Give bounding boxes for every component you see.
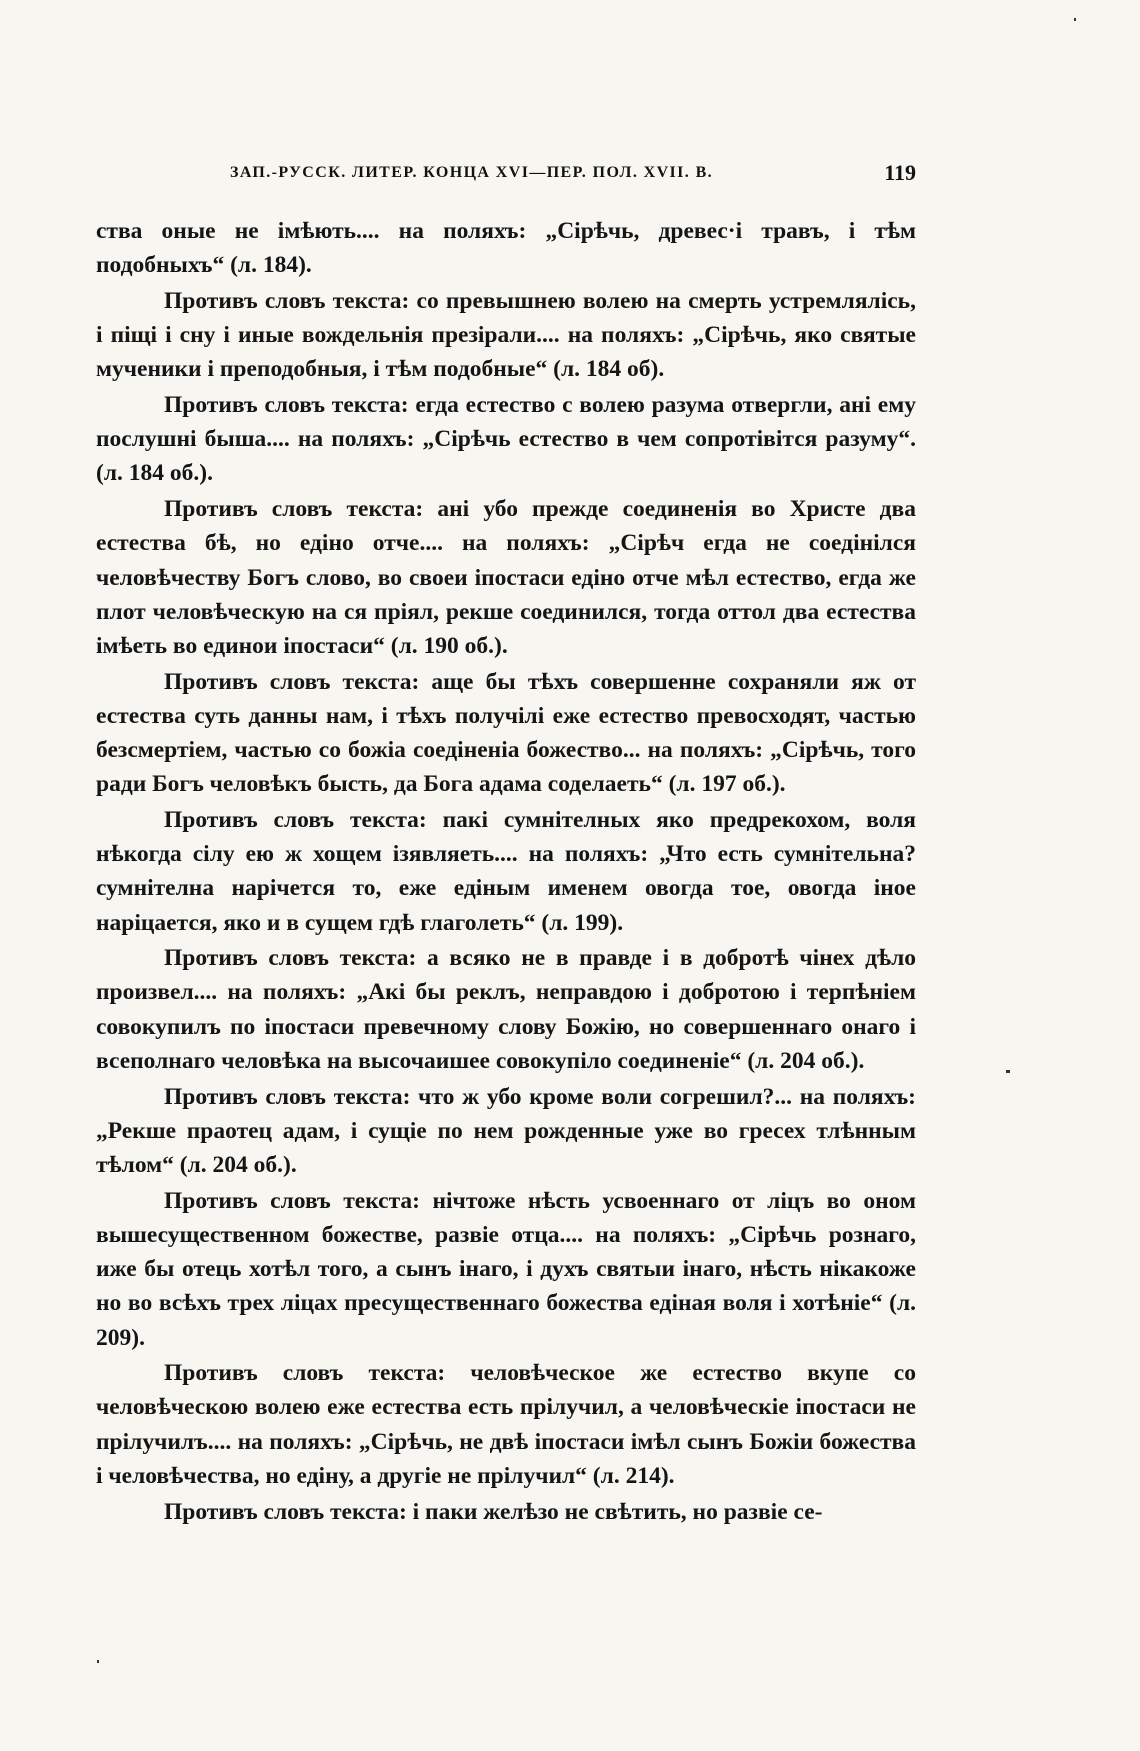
scan-speck [1074, 18, 1076, 21]
paragraph: Противъ словъ текста: пакі сумнітелных яко предрекохом, воля нѣкогда сілу ею ж хощем ізявляеть.... на поляхъ: „Что есть сумнітельна? сумнітелна нарічется то, еже едіным именем овогда тое, овогда іное наріцается, яко и в сущем гдѣ глаголеть“ (л. 199). [96, 806, 916, 936]
page-number: 119 [884, 160, 916, 185]
running-title: ЗАП.-РУССК. ЛИТЕР. КОНЦА XVI—ПЕР. ПОЛ. XVII. В. [230, 164, 714, 181]
scan-speck [97, 1660, 99, 1663]
paragraph: Противъ словъ текста: что ж убо кроме воли согрешил?... на поляхъ: „Рекше праотец адам, і сущіе по нем рожденные уже во гресех тлѣнным тѣлом“ (л. 204 об.). [96, 1083, 916, 1178]
paragraph: Противъ словъ текста: а всяко не в правде і в добротѣ чінех дѣло произвел.... на поляхъ: „Акі бы реклъ, неправдою і добротою і терпѣніем совокупилъ по іпостаси превечному слову Божію, но совершеннаго онаго і всеполнаго человѣка на высочаишее совокупіло соединеніе“ (л. 204 об.). [96, 945, 916, 1074]
paragraph: Противъ словъ текста: аще бы тѣхъ совершенне сохраняли яж от естества суть данны нам, і тѣхъ получілі еже естество превосходят, частью безсмертіем, частью со божіа соедіненіа божество... на поляхъ: „Сірѣчь, того ради Богъ человѣкъ бысть, да Бога адама соделаеть“ (л. 197 об.). [96, 668, 916, 798]
page-body [96, 214, 916, 1530]
scan-speck [1006, 1070, 1010, 1073]
paragraph: Противъ словъ текста: ані убо прежде соединенія во Христе два естества бѣ, но едіно отче.... на поляхъ: „Сірѣч егда не соедінілся человѣчеству Богъ слово, во своеи іпостаси едіно отче мѣл естество, егда же плот человѣческую на ся пріял, рекше соединился, тогда оттол два естества імѣеть во единои іпостаси“ (л. 190 об.). [96, 496, 916, 659]
page-header [96, 160, 916, 190]
paragraph: Противъ словъ текста: со превышнею волею на смерть устремлялісь, і піщі і сну і иные вождельнія презірали.... на поляхъ: „Сірѣчь, яко святые мученики і преподобныя, і тѣм подобные“ (л. 184 об). [96, 287, 916, 383]
paragraph: Противъ словъ текста: і паки желѣзо не свѣтить, но развіе се- [164, 1498, 823, 1525]
paragraph: Противъ словъ текста: егда естество с волею разума отвергли, ані ему послушні быша.... на поляхъ: „Сірѣчь естество в чем сопротівітся разуму“. (л. 184 об.). [96, 392, 916, 487]
paragraph: ства оные не імѣють.... на поляхъ: „Сірѣчь, древес·і травъ, і тѣм подобныхъ“ (л. 184). [96, 218, 916, 279]
paragraph: Противъ словъ текста: человѣческое же естество вкупе со человѣческою волею еже естества есть прілучил, а человѣческіе іпостаси не прілучилъ.... на поляхъ: „Сірѣчь, не двѣ іпостаси імѣл сынъ Божіи божества і человѣчества, но едіну, а другіе не прілучил“ (л. 214). [96, 1360, 916, 1489]
paragraph: Противъ словъ текста: нічтоже нѣсть усвоеннаго от ліцъ во оном вышесущественном божестве, развіе отца.... на поляхъ: „Сірѣчь рознаго, иже бы отець хотѣл того, а сынъ інаго, і духъ святыи інаго, нѣсть нікакоже но во всѣхъ трех ліцах пресущественнаго божества едіная воля і хотѣніе“ (л. 209). [96, 1187, 916, 1351]
